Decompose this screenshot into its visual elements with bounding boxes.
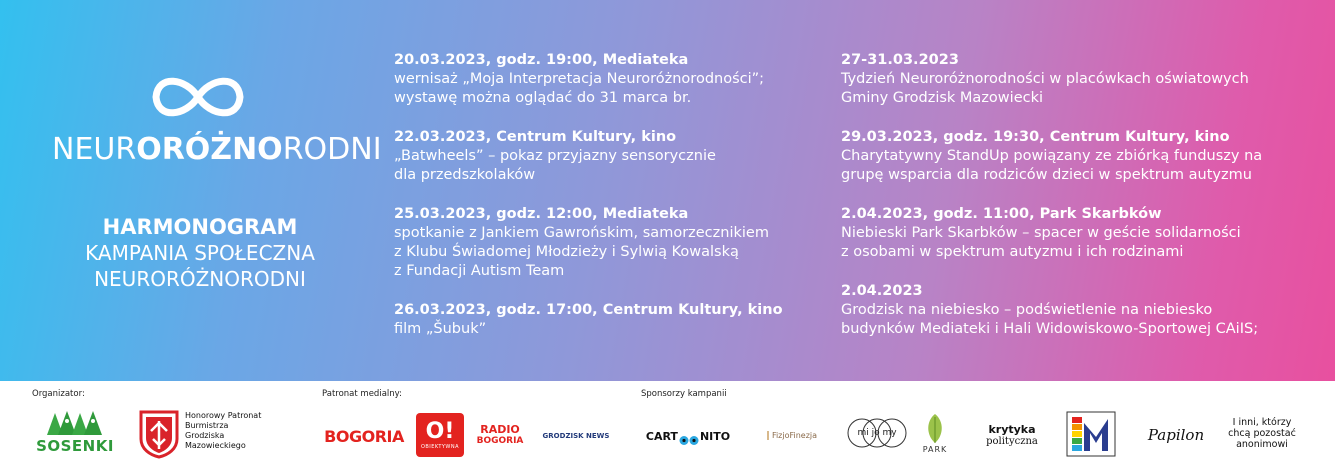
mijomy-label: mi jo my bbox=[857, 428, 897, 438]
campaign-subtitle-2: NEURORÓŻNORODNI bbox=[94, 267, 306, 291]
sponsors-label: Sponsorzy kampanii bbox=[641, 389, 727, 399]
event-description: Tydzień Neuroróżnorodności w placówkach oświatowych Gminy Grodzisk Mazowiecki bbox=[841, 71, 1249, 106]
bogoria-logo bbox=[320, 425, 408, 447]
m-gallery-logo-icon bbox=[1066, 411, 1116, 457]
schedule-title: HARMONOGRAM bbox=[102, 215, 298, 239]
cartoonito-label-a: CART bbox=[645, 429, 678, 443]
event-date: 27-31.03.2023 bbox=[841, 52, 959, 68]
media-patron-label: Patronat medialny: bbox=[322, 389, 402, 399]
event-description: film „Šubuk” bbox=[394, 321, 487, 337]
event-item bbox=[394, 128, 834, 185]
events-column-left bbox=[394, 51, 834, 359]
event-date: 2.04.2023, godz. 11:00, Park Skarbków bbox=[841, 206, 1162, 222]
sosenki-label: SOSENKI bbox=[36, 437, 114, 455]
sosenki-logo bbox=[30, 405, 120, 461]
events-column-right bbox=[841, 51, 1321, 359]
event-date: 2.04.2023 bbox=[841, 283, 923, 299]
event-description: Niebieski Park Skarbków – spacer w geście solidarności z osobami w spektrum autyzmu i ich rodzinami bbox=[841, 225, 1241, 260]
krytyka-polityczna-logo bbox=[974, 415, 1050, 455]
radio-bogoria-label: BOGORIA bbox=[476, 436, 524, 446]
park-logo bbox=[912, 405, 958, 461]
event-date: 20.03.2023, godz. 19:00, Mediateka bbox=[394, 52, 689, 68]
brand-prefix: NEUR bbox=[52, 132, 137, 167]
cartoonito-logo bbox=[640, 427, 736, 445]
krytyka-label-2: polityczna bbox=[986, 435, 1038, 447]
event-item bbox=[841, 205, 1321, 262]
krytyka-label-1: krytyka bbox=[988, 422, 1036, 436]
event-item bbox=[841, 128, 1321, 185]
park-label: PARK bbox=[922, 444, 948, 454]
papilon-logo bbox=[1136, 423, 1216, 447]
honorary-patronage-text: Honorowy Patronat Burmistrza Grodziska Mazowieckiego bbox=[185, 411, 262, 450]
event-date: 22.03.2023, Centrum Kultury, kino bbox=[394, 129, 677, 145]
bogoria-label: BOGORIA bbox=[324, 426, 404, 446]
event-item bbox=[394, 301, 834, 339]
event-item bbox=[394, 51, 834, 108]
event-description: „Batwheels” – pokaz przyjazny sensorycznie dla przedszkolaków bbox=[394, 148, 716, 183]
radio-icon: RADIO bbox=[480, 423, 520, 436]
brand-bold: ORÓŻNO bbox=[136, 132, 283, 167]
event-date: 25.03.2023, godz. 12:00, Mediateka bbox=[394, 206, 689, 222]
grodzisk-news-label: GRODZISK NEWS bbox=[542, 432, 610, 440]
grodzisk-coat-of-arms-icon bbox=[138, 409, 180, 459]
event-date: 29.03.2023, godz. 19:30, Centrum Kultury, kino bbox=[841, 129, 1230, 145]
radio-bogoria-logo bbox=[478, 415, 522, 455]
cartoonito-label-b: NITO bbox=[699, 429, 731, 443]
brand-wordmark bbox=[52, 132, 382, 167]
obiektywna-mark-icon: O! bbox=[425, 419, 455, 444]
event-description: spotkanie z Jankiem Gawrońskim, samorzecznikiem z Klubu Świadomej Młodzieży i Sylwią Kowalską z Fundacji Autism Team bbox=[394, 225, 769, 279]
organizer-label: Organizator: bbox=[32, 389, 85, 399]
cartoonito-eyes-icon bbox=[679, 431, 699, 442]
anonymous-sponsors-text: I inni, którzy chcą pozostać anonimowi bbox=[1228, 417, 1296, 450]
event-description: Charytatywny StandUp powiązany ze zbiórką funduszy na grupę wsparcia dla rodziców dzieci w spektrum autyzmu bbox=[841, 148, 1263, 183]
obiektywna-label: OBIEKTYWNA bbox=[420, 444, 460, 450]
event-date: 26.03.2023, godz. 17:00, Centrum Kultury, kino bbox=[394, 302, 783, 318]
infinity-logo-icon bbox=[148, 70, 248, 124]
campaign-subtitle-1: KAMPANIA SPOŁECZNA bbox=[85, 241, 315, 265]
event-item bbox=[841, 51, 1321, 108]
trees-icon bbox=[45, 411, 105, 437]
brand-suffix: RODNI bbox=[282, 132, 382, 167]
mijomy-logo bbox=[846, 411, 908, 455]
event-item bbox=[841, 282, 1321, 339]
fizjofinezja-logo bbox=[752, 421, 832, 449]
obiektywna-logo bbox=[416, 413, 464, 457]
fizjofinezja-label: FizjoFinezja bbox=[767, 431, 817, 440]
sponsors-footer bbox=[0, 381, 1335, 471]
event-description: wernisaż „Moja Interpretacja Neuroróżnorodności”; wystawę można oglądać do 31 marca br. bbox=[394, 71, 765, 106]
schedule-heading bbox=[40, 214, 360, 292]
leaf-icon bbox=[924, 413, 946, 445]
event-description: Grodzisk na niebiesko – podświetlenie na niebiesko budynków Mediateki i Hali Widowiskowo-Sportowej CAiIS; bbox=[841, 302, 1259, 337]
grodzisk-news-logo bbox=[536, 427, 616, 445]
papilon-label: Papilon bbox=[1147, 426, 1205, 444]
event-item bbox=[394, 205, 834, 281]
